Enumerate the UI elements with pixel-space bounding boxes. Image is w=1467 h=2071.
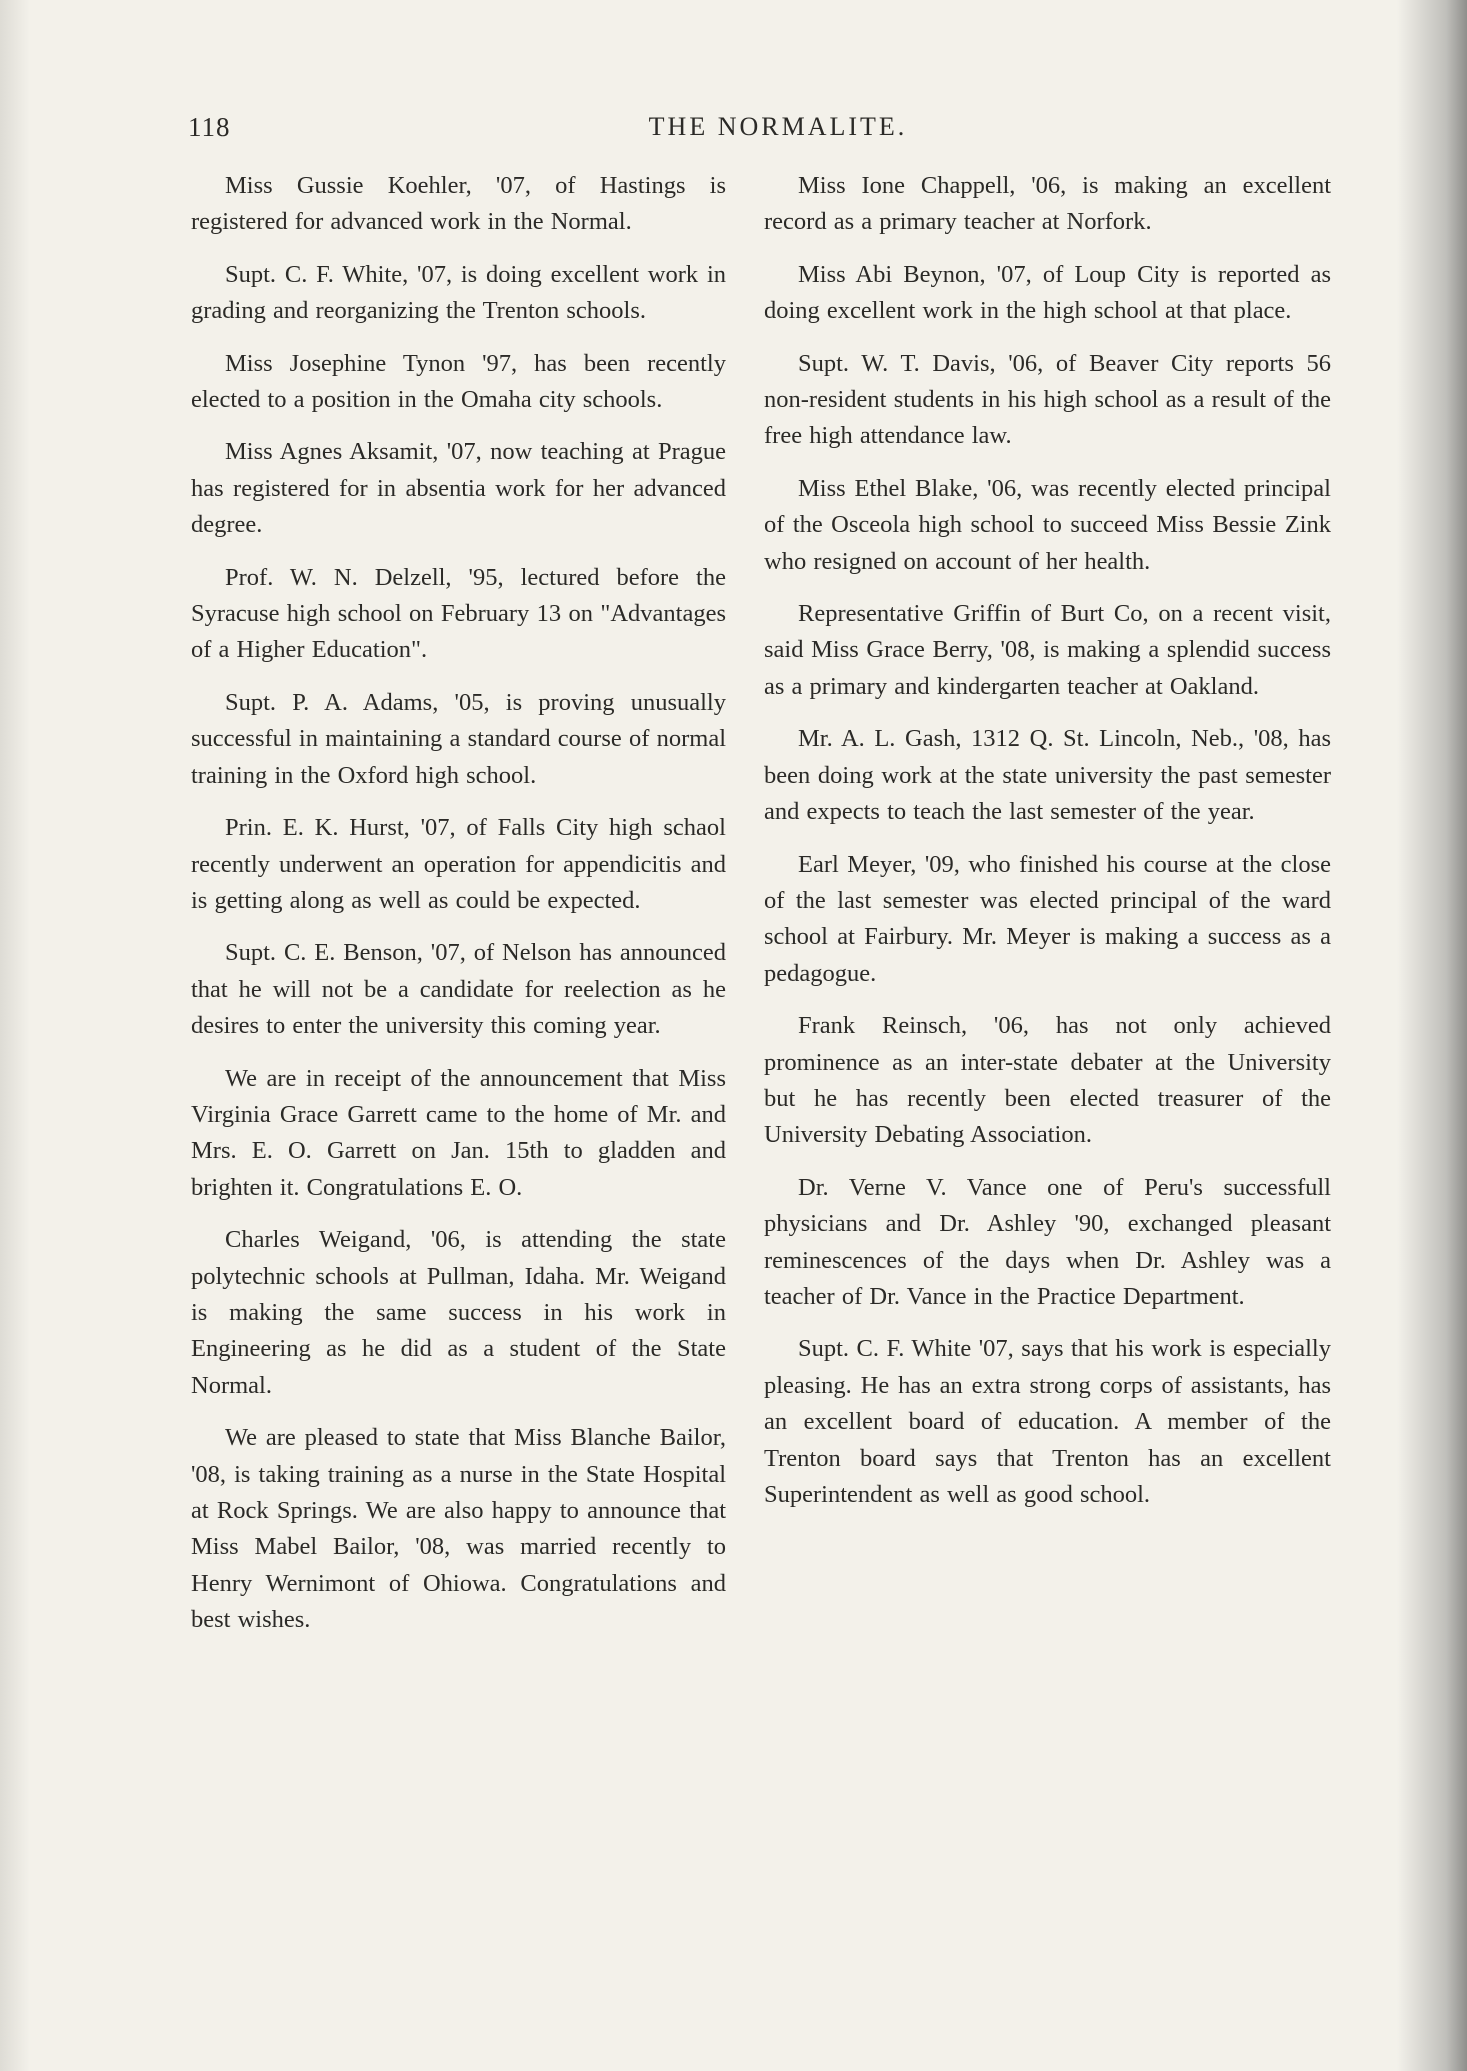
news-item: Supt. C. F. White, '07, is doing excellent work in grading and reorganizing the Trenton schools.	[191, 260, 726, 325]
news-item: Miss Ione Chappell, '06, is making an excellent record as a primary teacher at Norfork.	[764, 172, 1331, 236]
running-title: THE NORMALITE.	[648, 112, 908, 141]
news-item: Frank Reinsch, '06, has not only achieved prominence as an inter-state debater at the University but he has recently been elected treasurer of the University Debating Association.	[764, 1012, 1331, 1149]
news-item: We are in receipt of the announcement that Miss Virginia Grace Garrett came to the home of Mr. and Mrs. E. O. Garrett on Jan. 15th to gladden and brighten it. Congratulations E. O.	[191, 1064, 726, 1201]
news-item: Miss Abi Beynon, '07, of Loup City is reported as doing excellent work in the high school at that place.	[764, 260, 1331, 325]
news-item: Miss Josephine Tynon '97, has been recently elected to a position in the Omaha city schools.	[191, 349, 726, 414]
news-item: Mr. A. L. Gash, 1312 Q. St. Lincoln, Neb., '08, has been doing work at the state university the past semester and expects to teach the last semester of the year.	[764, 725, 1331, 826]
news-item: Representative Griffin of Burt Co, on a recent visit, said Miss Grace Berry, '08, is making a splendid success as a primary and kindergarten teacher at Oakland.	[764, 600, 1331, 700]
news-item: Supt. C. E. Benson, '07, of Nelson has announced that he will not be a candidate for reelection as he desires to enter the university this coming year.	[191, 939, 726, 1040]
news-item: Miss Ethel Blake, '06, was recently elected principal of the Osceola high school to succeed Miss Bessie Zink who resigned on account of her health.	[764, 474, 1331, 575]
page-edge-right	[1397, 0, 1467, 2071]
left-column	[191, 168, 726, 1655]
news-item: Miss Gussie Koehler, '07, of Hastings is registered for advanced work in the Normal.	[191, 172, 726, 236]
news-item: Charles Weigand, '06, is attending the state polytechnic schools at Pullman, Idaha. Mr. Weigand is making the same success in his work in Engineering as he did as a student of the State Normal.	[191, 1226, 726, 1399]
news-item: Supt. W. T. Davis, '06, of Beaver City reports 56 non-resident students in his high school as a result of the free high attendance law.	[764, 349, 1331, 450]
right-column	[764, 168, 1331, 1529]
news-item: We are pleased to state that Miss Blanche Bailor, '08, is taking training as a nurse in the State Hospital at Rock Springs. We are also happy to announce that Miss Mabel Bailor, '08, was married recently to Henry Wernimont of Ohiowa. Congratulations and best wishes.	[191, 1424, 726, 1634]
news-item: Miss Agnes Aksamit, '07, now teaching at Prague has registered for in absentia work for her advanced degree.	[191, 438, 726, 539]
news-item: Earl Meyer, '09, who finished his course at the close of the last semester was elected principal of the ward school at Fairbury. Mr. Meyer is making a success as a pedagogue.	[764, 850, 1331, 987]
news-item: Prin. E. K. Hurst, '07, of Falls City high schaol recently underwent an operation for appendicitis and is getting along as well as could be expected.	[191, 814, 726, 914]
news-item: Supt. P. A. Adams, '05, is proving unusually successful in maintaining a standard course of normal training in the Oxford high school.	[191, 688, 726, 789]
news-item: Dr. Verne V. Vance one of Peru's successfull physicians and Dr. Ashley '90, exchanged pleasant reminescences of the days when Dr. Ashley was a teacher of Dr. Vance in the Practice Department.	[764, 1173, 1331, 1310]
page-header	[188, 112, 1328, 152]
news-item: Prof. W. N. Delzell, '95, lectured before the Syracuse high school on February 13 on "Advantages of a Higher Education".	[191, 563, 726, 664]
page-edge-left	[0, 0, 30, 2071]
page-number: 118	[188, 112, 231, 142]
news-item: Supt. C. F. White '07, says that his work is especially pleasing. He has an extra strong corps of assistants, has an excellent board of education. A member of the Trenton board says that Trenton has an excellent Superintendent as well as good school.	[764, 1335, 1331, 1508]
